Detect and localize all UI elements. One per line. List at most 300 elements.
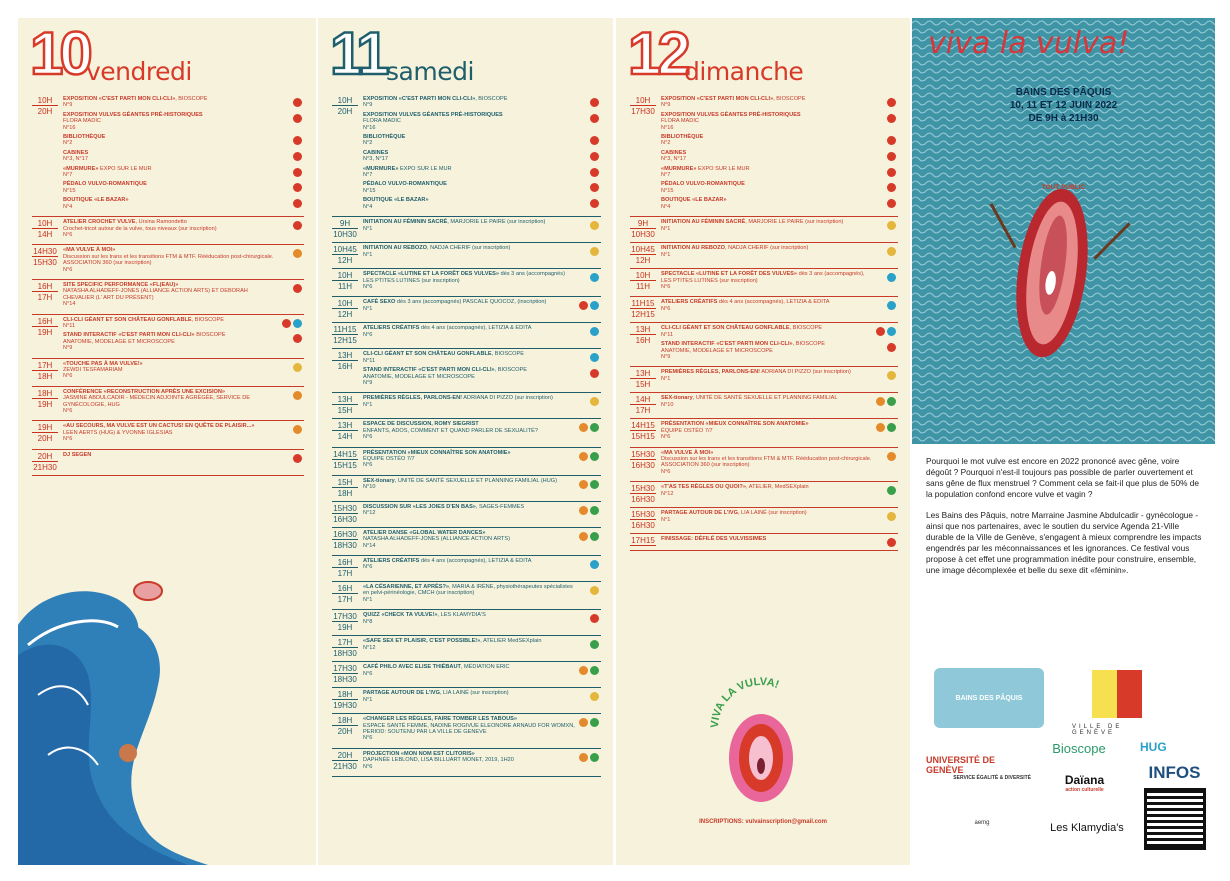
event-body [656, 369, 898, 389]
location-number: N°6 [63, 436, 73, 443]
audience-dot-icon [887, 486, 896, 495]
event-item [363, 664, 577, 677]
audience-dot-icon [590, 666, 599, 675]
end-time: 12H [337, 310, 353, 320]
event-body [358, 395, 601, 415]
event-item [363, 166, 577, 179]
start-time: 13H [332, 421, 358, 431]
event-title: INITIATION AU REBOZO [661, 245, 726, 252]
audience-dot-icon [590, 327, 599, 336]
event-title: PÉDALO VULVO-ROMANTIQUE [63, 181, 147, 188]
audience-dots [590, 183, 599, 192]
event-description: JASMINE ABDULCADIR - MÉDECIN ADJOINTE AGRÉGÉE, SERVICE DE GYNÉCOLOGIE, HUG [63, 395, 251, 408]
event-time [332, 271, 358, 293]
audience-dot-icon [887, 98, 896, 107]
start-time: 13H [630, 369, 656, 379]
day-number: 11 [330, 20, 386, 87]
start-time: 15H30 [631, 510, 655, 520]
event-row [630, 269, 898, 297]
event-detail: ADRIANA DI PIZZO (sur inscription) [462, 395, 553, 402]
start-time: 9H [630, 219, 656, 229]
logo-ville-de-geneve [1072, 658, 1162, 748]
audience-dot-icon [590, 614, 599, 623]
event-title: CABINES [661, 149, 687, 156]
event-description: ANATOMIE, MODELAGE ET MICROSCOPE [363, 373, 475, 380]
event-row [630, 323, 898, 367]
event-row [332, 269, 601, 297]
day-number: 12 [628, 20, 687, 87]
event-item [63, 282, 280, 308]
event-row [32, 280, 304, 315]
end-time: 17H [337, 569, 353, 578]
event-time [32, 452, 58, 472]
event-row [630, 393, 898, 419]
start-time: 17H [332, 638, 358, 648]
event-detail: , UNITÉ DE SANTÉ SEXUELLE ET PLANNING FAMILIAL [692, 395, 838, 402]
location-number: N°6 [63, 266, 73, 273]
event-list [318, 94, 613, 777]
event-body [358, 504, 601, 524]
event-body [656, 96, 898, 213]
event-detail: , UNITÉ DE SANTÉ SEXUELLE ET PLANNING FAMILIAL (HUG) [394, 477, 557, 484]
event-item [363, 245, 577, 258]
audience-dot-icon [590, 114, 599, 123]
event-title: DISCUSSION SUR «LES JOIES D'EN BAS» [363, 503, 476, 510]
logo-hug: HUG [1140, 740, 1167, 754]
audience-dots [887, 273, 896, 282]
event-item [363, 351, 577, 364]
event-body [358, 690, 601, 710]
start-time: 17H30 [333, 664, 357, 674]
event-row [332, 582, 601, 610]
event-body [358, 612, 601, 632]
event-title: «SAFE SEX ET PLAISIR, C'EST POSSIBLE!» [363, 638, 481, 645]
event-row [32, 387, 304, 422]
cover-hours: DE 9H à 21H30 [1028, 113, 1099, 124]
audience-dots [293, 425, 302, 434]
event-body [58, 96, 304, 213]
event-item [63, 389, 280, 415]
event-row [32, 94, 304, 217]
audience-dots [590, 98, 599, 107]
location-number: N°1 [363, 596, 373, 603]
event-body [358, 664, 601, 684]
end-time: 10H30 [631, 230, 655, 240]
end-time: 12H15 [631, 310, 655, 320]
location-number: N°1 [661, 516, 671, 523]
event-detail: dès 4 ans (accompagnés), LETIZIA & EDITA [419, 558, 532, 564]
event-detail: , BIOSCOPE [175, 96, 208, 102]
location-number: N°11 [363, 357, 376, 364]
audience-dot-icon [590, 692, 599, 701]
event-detail: dès 4 ans (accompagnés), LETIZIA & EDITA [717, 299, 830, 306]
event-body [358, 299, 601, 319]
event-row [630, 419, 898, 447]
start-time: 10H [332, 271, 358, 281]
audience-dots [590, 152, 599, 161]
location-number: N°6 [363, 434, 373, 441]
location-number: N°4 [63, 203, 73, 210]
event-time [32, 219, 58, 241]
event-item [363, 325, 577, 338]
start-time: 16H [332, 584, 358, 594]
event-body [58, 317, 304, 355]
audience-dots [887, 221, 896, 230]
end-time: 16H30 [631, 460, 655, 470]
start-time: 15H30 [333, 503, 357, 513]
event-detail: , BIOSCOPE [789, 325, 822, 332]
event-description: LEEN AERTS (HUG) & YVONNE IGLESIAS [63, 429, 173, 436]
logo-unige-label: UNIVERSITÉ DE GENÈVE [926, 755, 996, 775]
stamp-text: VIVA LA VULVA! [708, 675, 781, 729]
event-body [656, 395, 898, 415]
event-item [661, 245, 874, 258]
event-time [32, 389, 58, 418]
location-number: N°12 [363, 510, 376, 517]
audience-dot-icon [887, 538, 896, 547]
location-number: N°1 [661, 225, 671, 232]
logo-bains-des-paquis: BAINS DES PÂQUIS [934, 668, 1044, 728]
geneva-coat-of-arms-icon [1092, 670, 1142, 718]
location-number: N°6 [363, 331, 373, 338]
location-number: N°7 [363, 172, 373, 179]
audience-dot-icon [579, 480, 588, 489]
audience-dots [293, 391, 302, 400]
event-item [363, 558, 577, 571]
event-title: PREMIÈRES RÈGLES, PARLONS-EN! [363, 395, 463, 402]
day-header [18, 18, 316, 94]
event-description: NATASHA ALHADEFF-JONES (ALLIANCE ACTION ARTS) ET DEBORAH CHEVALIER (L' ART DU PRÉSENT) [63, 288, 248, 301]
event-title: «MURMURE» [661, 165, 697, 172]
location-number: N°16 [661, 124, 674, 131]
audience-dot-icon [579, 452, 588, 461]
event-detail: , BIOSCOPE [792, 341, 825, 348]
day-header [616, 18, 910, 94]
event-item [63, 150, 280, 163]
event-title: PRÉSENTATION «MIEUX CONNAÎTRE SON ANATOMIE» [363, 449, 511, 456]
end-time: 17H [337, 595, 353, 604]
end-time: 10H30 [333, 230, 357, 240]
end-time: 16H [635, 336, 651, 346]
event-item [363, 271, 577, 290]
event-item [661, 341, 874, 360]
location-number: N°15 [63, 187, 76, 194]
event-time [630, 450, 656, 479]
event-time [332, 664, 358, 684]
event-time [630, 325, 656, 363]
event-time [630, 395, 656, 415]
event-item [63, 181, 280, 194]
viva-stamp-logo [706, 668, 816, 808]
end-time: 18H30 [333, 675, 357, 685]
end-time: 18H [337, 488, 353, 498]
logo-daiana-sub: action culturelle [1065, 787, 1104, 793]
event-time [332, 558, 358, 578]
audience-dots [590, 640, 599, 649]
end-time: 18H30 [333, 540, 357, 550]
event-row [630, 94, 898, 217]
start-time: 18H [332, 716, 358, 726]
audience-dot-icon [887, 136, 896, 145]
audience-dots [579, 423, 599, 432]
audience-dots [579, 718, 599, 727]
audience-dots [579, 753, 599, 762]
location-number: N°6 [363, 735, 373, 742]
audience-dot-icon [887, 423, 896, 432]
end-time: 17H [635, 406, 651, 416]
event-item [363, 478, 577, 491]
audience-dot-icon [590, 480, 599, 489]
event-item [661, 484, 874, 497]
start-time: 15H30 [631, 449, 655, 459]
audience-dot-icon [887, 371, 896, 380]
event-title: BOUTIQUE «LE BAZAR» [661, 197, 727, 204]
audience-dot-icon [887, 397, 896, 406]
event-title: SPECTACLE «LUTINE ET LA FORÊT DES VULVES» [363, 271, 500, 278]
event-item [363, 112, 577, 131]
audience-dot-icon [590, 152, 599, 161]
event-body [58, 389, 304, 418]
event-title: SPECTACLE «LUTINE ET LA FORÊT DES VULVES» [661, 271, 798, 278]
event-item [63, 134, 280, 147]
audience-dot-icon [293, 168, 302, 177]
event-title: CLI-CLI GÉANT ET SON CHÂTEAU GONFLABLE [363, 351, 492, 358]
end-time: 11H [635, 282, 651, 292]
event-title: BOUTIQUE «LE BAZAR» [363, 197, 429, 204]
event-body [58, 247, 304, 276]
event-title: BOUTIQUE «LE BAZAR» [63, 197, 129, 204]
event-title: «MA VULVE À MOI» [63, 247, 116, 254]
event-title: PARTAGE AUTOUR DE L'IVG [661, 510, 738, 517]
event-item [661, 197, 874, 210]
event-title: PROJECTION «MON NOM EST CLITORIS» [363, 750, 475, 757]
event-detail: , MÉDIATION ERIC [460, 664, 510, 671]
end-time: 16H30 [631, 521, 655, 531]
event-title: ATELIERS CRÉATIFS [363, 558, 420, 564]
audience-dot-icon [293, 334, 302, 343]
event-title: EXPOSITION VULVES GÉANTES PRÉ-HISTORIQUES [661, 111, 801, 118]
location-number: N°15 [661, 187, 674, 194]
audience-dot-icon [876, 423, 885, 432]
event-item [661, 271, 874, 290]
start-time: 17H30 [333, 612, 357, 622]
cover-title: viva la vulva! [928, 26, 1130, 61]
event-body [58, 361, 304, 383]
audience-dot-icon [887, 168, 896, 177]
location-number: N°9 [363, 102, 373, 109]
audience-dots [590, 221, 599, 230]
event-body [656, 484, 898, 504]
event-title: CABINES [363, 149, 389, 156]
event-title: PÉDALO VULVO-ROMANTIQUE [661, 181, 745, 188]
location-number: N°1 [363, 696, 373, 703]
event-time [332, 219, 358, 239]
start-time: 10H [630, 271, 656, 281]
event-title: INITIATION AU FÉMININ SACRÉ [661, 219, 746, 226]
end-time: 17H [37, 292, 53, 302]
event-detail: dès 3 ans (accompagnés), LES PTITES LUTINES (sur inscription) [661, 271, 865, 284]
event-title: DJ SEGEN [63, 451, 92, 458]
event-title: EXPOSITION VULVES GÉANTES PRÉ-HISTORIQUES [363, 111, 503, 118]
audience-dots [876, 397, 896, 406]
event-title: «MA VULVE À MOI» [661, 449, 714, 456]
end-time: 21H30 [33, 462, 57, 472]
event-detail: ADRIANA DI PIZZO (sur inscription) [760, 369, 851, 376]
event-body [58, 452, 304, 472]
location-number: N°1 [363, 305, 373, 312]
event-detail: EXPO SUR LE MUR [696, 165, 750, 172]
event-description: FLORA MADIC [63, 118, 101, 125]
end-time: 19H [337, 623, 353, 633]
event-row [332, 556, 601, 582]
event-body [358, 96, 601, 213]
audience-dots [887, 452, 896, 461]
audience-dots [293, 152, 302, 161]
event-time [630, 96, 656, 213]
event-body [358, 638, 601, 658]
event-item [661, 166, 874, 179]
audience-dots [590, 168, 599, 177]
audience-dots [293, 334, 302, 343]
end-time: 16H30 [631, 495, 655, 505]
location-number: N°9 [63, 345, 73, 352]
start-time: 10H [32, 219, 58, 229]
end-time: 18H [37, 371, 53, 381]
audience-dot-icon [293, 319, 302, 328]
location-number: N°1 [661, 251, 671, 258]
audience-dot-icon [579, 532, 588, 541]
audience-dot-icon [590, 136, 599, 145]
audience-dots [590, 353, 599, 362]
audience-dots [590, 136, 599, 145]
event-title: ATELIER DANSE «GLOBAL WATER DANCES» [363, 529, 486, 536]
event-title: INITIATION AU FÉMININ SACRÉ [363, 219, 448, 226]
audience-dot-icon [293, 425, 302, 434]
event-time [32, 423, 58, 445]
event-row [332, 297, 601, 323]
event-body [656, 450, 898, 479]
audience-dots [293, 363, 302, 372]
event-detail: , BIOSCOPE [191, 316, 224, 323]
audience-dot-icon [293, 152, 302, 161]
audience-dot-icon [293, 221, 302, 230]
start-time: 14H15 [333, 449, 357, 459]
event-row [332, 476, 601, 502]
location-number: N°6 [661, 434, 671, 441]
audience-dot-icon [590, 423, 599, 432]
event-item [363, 134, 577, 147]
start-time: 17H [32, 361, 58, 371]
cover-details [912, 86, 1215, 125]
audience-dot-icon [887, 512, 896, 521]
event-time [332, 299, 358, 319]
event-title: CAFÉ PHILO AVEC ELISE THIÉBAUT [363, 664, 461, 671]
qr-code-icon[interactable] [1144, 788, 1206, 850]
event-body [358, 584, 601, 606]
event-body [656, 325, 898, 363]
location-number: N°1 [363, 225, 373, 232]
audience-dot-icon [293, 136, 302, 145]
event-item [63, 317, 280, 330]
location-number: N°8 [363, 618, 373, 625]
audience-dots [590, 614, 599, 623]
event-title: «MURMURE» [363, 165, 399, 172]
event-item [363, 504, 577, 517]
event-row [332, 419, 601, 447]
event-row [630, 448, 898, 483]
start-time: 10H45 [631, 245, 655, 255]
end-time: 15H [337, 406, 353, 416]
location-number: N°6 [661, 468, 671, 475]
event-row [332, 714, 601, 749]
event-body [58, 219, 304, 241]
audience-dot-icon [590, 168, 599, 177]
event-time [332, 751, 358, 773]
event-row [630, 508, 898, 534]
event-row [332, 662, 601, 688]
location-number: N°3, N°17 [363, 156, 388, 163]
event-title: ESPACE DE DISCUSSION, ROMY SIEGRIST [363, 421, 479, 428]
audience-dot-icon [590, 718, 599, 727]
event-title: «MURMURE» [63, 165, 99, 172]
location-number: N°6 [363, 670, 373, 677]
event-row [332, 349, 601, 393]
end-time: 15H30 [33, 258, 57, 268]
event-row [332, 636, 601, 662]
audience-dots [876, 327, 896, 336]
day-name: samedi [386, 57, 474, 86]
event-body [656, 421, 898, 443]
event-item [363, 450, 577, 469]
event-row [332, 448, 601, 476]
event-title: SEX-tionary [661, 395, 693, 402]
event-description: FLORA MADIC [363, 118, 401, 125]
event-detail: , LIA LAINÉ (sur inscription) [439, 690, 509, 697]
event-row [630, 367, 898, 393]
start-time: 10H45 [333, 245, 357, 255]
event-row [32, 450, 304, 476]
audience-dot-icon [590, 199, 599, 208]
event-title: CLI-CLI GÉANT ET SON CHÂTEAU GONFLABLE [63, 316, 192, 323]
event-detail: , LES KLAMYDIA'S [437, 612, 486, 619]
event-row [32, 421, 304, 449]
location-number: N°14 [363, 542, 376, 549]
audience-dots [887, 199, 896, 208]
start-time: 14H [630, 395, 656, 405]
location-number: N°9 [363, 379, 373, 386]
event-time [630, 421, 656, 443]
event-body [358, 530, 601, 552]
event-title: CONFÉRENCE «RECONSTRUCTION APRÈS UNE EXCISION» [63, 388, 226, 395]
event-row [630, 534, 898, 551]
cover-public: TOUT PUBLIC [1041, 184, 1086, 191]
event-time [32, 96, 58, 213]
start-time: 18H [32, 389, 58, 399]
wave-illustration [18, 565, 218, 865]
event-item [661, 325, 874, 338]
event-title: PÉDALO VULVO-ROMANTIQUE [363, 181, 447, 188]
event-item [363, 690, 577, 703]
start-time: 16H30 [333, 529, 357, 539]
audience-dots [293, 98, 302, 107]
intro-paragraph: Pourquoi le mot vulve est encore en 2022 prononcé avec gêne, voire dégoût ? Pourquoi n'est-il toujours pas possible de parler ouvertement et sans gêne de flux menstruel ? Comment cela se fait-il que plus de 50% de la population confond encore vulve et vagin ? [926, 456, 1200, 499]
end-time: 20H [337, 727, 353, 737]
event-body [358, 325, 601, 345]
event-row [32, 217, 304, 245]
location-number: N°6 [363, 763, 373, 770]
event-body [58, 423, 304, 445]
audience-dots [876, 423, 896, 432]
